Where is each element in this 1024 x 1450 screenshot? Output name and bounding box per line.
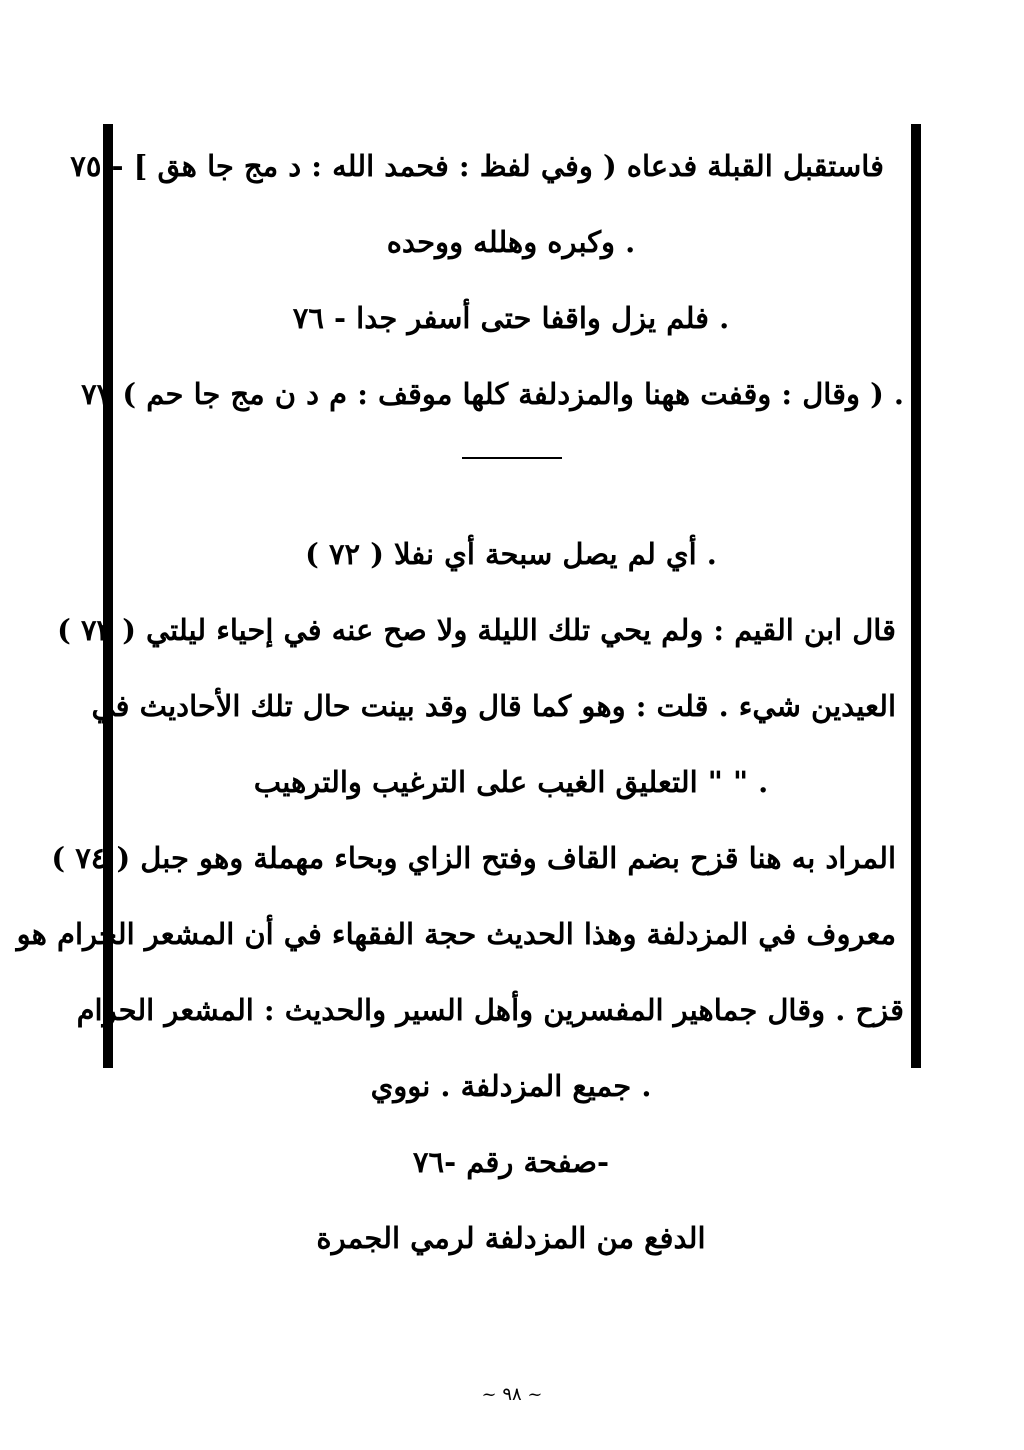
right-border-rule xyxy=(911,124,921,1068)
footnote-line: . أي لم يصل سبحة أي نفلا ( ٧٢ ) xyxy=(305,537,717,571)
footnote-line: قال ابن القيم : ولم يحي تلك الليلة ولا صح عنه في إحياء ليلتي ( ٧٣ ) xyxy=(57,613,896,647)
page-marker: -صفحة رقم -٧٦ xyxy=(412,1145,610,1179)
text-line: . وكبره وهلله ووحده xyxy=(386,225,636,259)
page-number: ~ ٩٨ ~ xyxy=(481,1384,543,1405)
footnote-line: العيدين شيء . قلت : وهو كما قال وقد بينت حال تلك الأحاديث في xyxy=(91,689,896,723)
footnote-line: . جميع المزدلفة . نووي xyxy=(370,1069,652,1103)
text-line: فاستقبل القبلة فدعاه ( وفي لفظ : فحمد الله : د مج جا هق ] - ٧٥ xyxy=(70,149,884,183)
footnote-line: المراد به هنا قزح بضم القاف وفتح الزاي وبحاء مهملة وهو جبل ( ٧٤ ) xyxy=(51,841,896,875)
footnote-line: قزح . وقال جماهير المفسرين وأهل السير والحديث : المشعر الحرام xyxy=(76,993,904,1027)
footnote-line: . " " التعليق الغيب على الترغيب والترهيب xyxy=(253,765,769,799)
footnote-separator-line xyxy=(462,457,562,459)
page-text xyxy=(16,128,904,1276)
text-line: . ( وقال : وقفت ههنا والمزدلفة كلها موقف : م د ن مج جا حم ) ٧٧ xyxy=(81,377,904,411)
section-heading: الدفع من المزدلفة لرمي الجمرة xyxy=(316,1221,706,1255)
footnote-line: معروف في المزدلفة وهذا الحديث حجة الفقهاء في أن المشعر الحرام هو xyxy=(16,917,896,951)
footnote-divider xyxy=(118,432,904,516)
text-line: . فلم يزل واقفا حتى أسفر جدا - ٧٦ xyxy=(292,301,730,335)
